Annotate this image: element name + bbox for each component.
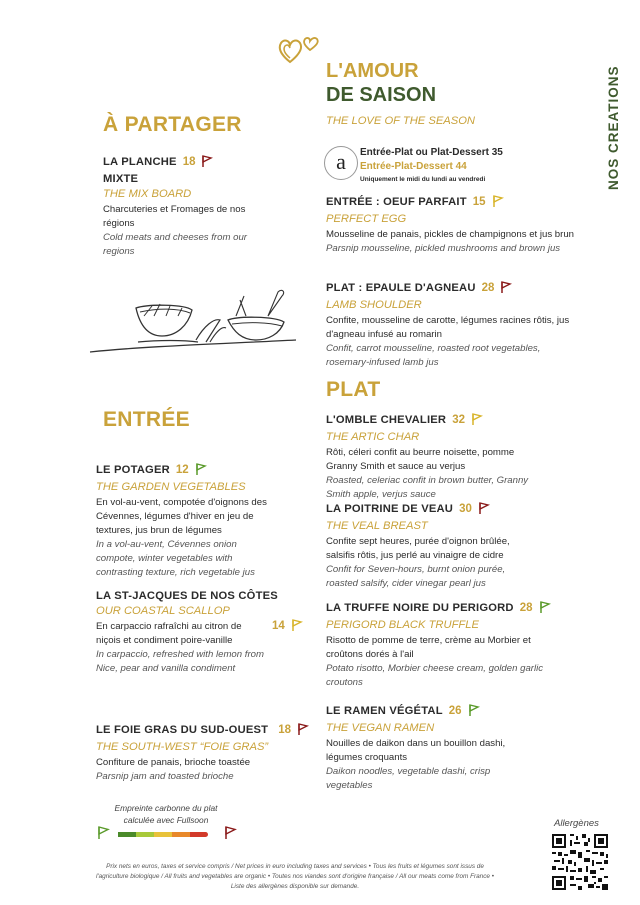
item-name: LA POITRINE DE VEAU — [326, 503, 454, 515]
red-flag-icon — [224, 826, 238, 840]
footer-line3: Liste des allergènes disponible sur demande. — [230, 883, 360, 890]
item-name-en: THE SOUTH-WEST “FOIE GRAS” — [96, 741, 269, 753]
item-price: 15 — [472, 196, 486, 208]
scale-segment — [136, 832, 154, 837]
item-desc-fr: En vol-au-vent, compotée d'oignons des Cévennes, légumes d'hiver en jeu de textures, jus brun de légumes — [96, 497, 267, 536]
menu-item — [96, 460, 276, 580]
menu-item — [103, 152, 278, 259]
menu-item — [326, 499, 536, 591]
item-name: LE POTAGER — [96, 464, 170, 476]
item-desc-fr: Confite, mousseline de carotte, légumes racines rôtis, jus d'agneau infusé au romarin — [326, 315, 570, 340]
item-desc-fr: Rôti, céleri confit au beurre noisette, pomme Granny Smith et sauce au verjus — [326, 447, 515, 472]
scale-segment — [190, 832, 208, 837]
formula-line2: Entrée-Plat-Dessert 44 — [360, 161, 467, 172]
item-name: LE FOIE GRAS DU SUD-OUEST — [96, 724, 269, 736]
formula-line1: Entrée-Plat ou Plat-Dessert 35 — [360, 147, 503, 158]
item-name-en: THE GARDEN VEGETABLES — [96, 481, 246, 493]
scale-segment — [154, 832, 172, 837]
item-desc-fr: Risotto de pomme de terre, crème au Morbier et croûtons dorés à l'ail — [326, 635, 531, 660]
item-desc-fr: Confiture de panais, brioche toastée — [96, 757, 251, 768]
yellow-flag-icon — [291, 619, 303, 631]
item-desc-fr: Mousseline de panais, pickles de champignons et jus brun — [326, 229, 574, 240]
scale-segment — [172, 832, 190, 837]
item-name-en: THE VEGAN RAMEN — [326, 722, 435, 734]
red-flag-icon — [297, 723, 309, 735]
item-price: 26 — [448, 705, 462, 717]
section-title-entree: ENTRÉE — [103, 408, 190, 431]
item-name: LA ST-JACQUES DE NOS CÔTES — [96, 590, 278, 602]
formula-line3: Uniquement le midi du lundi au vendredi — [360, 176, 486, 183]
item-price-group — [266, 616, 303, 634]
item-price: 12 — [175, 464, 189, 476]
item-price: 14 — [272, 620, 285, 632]
item-name: PLAT : EPAULE D'AGNEAU — [326, 282, 476, 294]
item-desc-en: Cold meats and cheeses from our regions — [103, 232, 247, 257]
footer-line2: l'agriculture biologique / All fruits and vegetables are organic • Toutes nos viandes sont d'origine française / All our meats come from France • — [95, 873, 494, 880]
menu-item — [96, 590, 278, 676]
item-desc-en: Daikon noodles, vegetable dashi, crisp vegetables — [326, 766, 491, 791]
menu-item — [326, 701, 536, 793]
item-name: ENTRÉE : OEUF PARFAIT — [326, 196, 467, 208]
item-desc-en: In carpaccio, refreshed with lemon from Nice, pear and vanilla condiment — [96, 649, 264, 674]
menu-item — [326, 410, 546, 502]
item-name-en: THE MIX BOARD — [103, 188, 192, 200]
item-desc-en: Potato risotto, Morbier cheese cream, golden garlic croutons — [326, 663, 544, 688]
item-desc-en: Roasted, celeriac confit in brown butter, Granny Smith apple, verjus sauce — [326, 475, 529, 500]
item-desc-en: Parsnip jam and toasted brioche — [96, 771, 234, 782]
carbon-text-line2: calculée avec Fullsoon — [123, 815, 209, 825]
item-name: LE RAMEN VÉGÉTAL — [326, 705, 443, 717]
green-flag-icon — [539, 601, 551, 613]
hearts-icon — [276, 34, 324, 66]
season-title-line1: L'AMOUR — [326, 60, 419, 82]
item-price: 28 — [519, 602, 533, 614]
carbon-footprint-text — [96, 802, 236, 826]
item-name-en: PERIGORD BLACK TRUFFLE — [326, 619, 479, 631]
item-desc-fr: En carpaccio rafraîchi au citron de niçois et condiment poire-vanille — [96, 621, 242, 646]
green-flag-icon — [468, 704, 480, 716]
item-price: 18 — [182, 156, 196, 168]
menu-item — [326, 598, 561, 690]
green-flag-icon — [97, 826, 111, 840]
menu-item — [96, 720, 316, 784]
logo-letter: a — [336, 148, 346, 174]
season-subtitle: THE LOVE OF THE SEASON — [326, 115, 475, 127]
red-flag-icon — [478, 502, 490, 514]
item-desc-en: Parsnip mousseline, pickled mushrooms and brown jus — [326, 243, 561, 254]
menu-item — [326, 192, 576, 256]
yellow-flag-icon — [471, 413, 483, 425]
item-name-en: OUR COASTAL SCALLOP — [96, 605, 230, 617]
side-label: NOS CREATIONS — [606, 65, 621, 190]
item-price: 30 — [459, 503, 472, 515]
item-price: 18 — [278, 724, 291, 736]
red-flag-icon — [201, 155, 213, 167]
item-name-line2: MIXTE — [103, 173, 139, 185]
section-title-plat: PLAT — [326, 378, 381, 401]
carbon-text-line1: Empreinte carbonne du plat — [114, 803, 218, 813]
item-name: LA PLANCHE — [103, 156, 177, 168]
item-price: 28 — [481, 282, 495, 294]
item-name-en: THE VEAL BREAST — [326, 520, 428, 532]
item-name: LA TRUFFE NOIRE DU PERIGORD — [326, 602, 514, 614]
menu-item — [326, 278, 576, 370]
item-desc-en: Confit, carrot mousseline, roasted root vegetables, rosemary-infused lamb jus — [326, 343, 541, 368]
item-name-en: THE ARTIC CHAR — [326, 431, 420, 443]
item-desc-fr: Charcuteries et Fromages de nos régions — [103, 204, 246, 229]
item-desc-fr: Nouilles de daikon dans un bouillon dashi, légumes croquants — [326, 738, 506, 763]
allergens-label: Allergènes — [554, 818, 599, 829]
food-sketch-illustration — [88, 286, 300, 358]
item-name: L'OMBLE CHEVALIER — [326, 414, 447, 426]
season-title-line2: DE SAISON — [326, 84, 437, 106]
item-desc-en: Confit for Seven-hours, burnt onion purée, roasted salsify, cider vinegar pearl jus — [326, 564, 506, 589]
item-price: 32 — [452, 414, 466, 426]
qr-code-icon[interactable] — [552, 834, 608, 890]
footer-line1: Prix nets en euros, taxes et service compris / Net prices in euro including taxes and services • Tous les fruits et légumes sont issus de — [106, 863, 484, 870]
carbon-scale-bar — [118, 832, 208, 837]
item-desc-fr: Confite sept heures, purée d'oignon brûlée, salsifis rôtis, jus perlé au vinaigre de cidre — [326, 536, 510, 561]
footer-notes — [60, 862, 530, 892]
yellow-flag-icon — [492, 195, 504, 207]
item-name-en: LAMB SHOULDER — [326, 299, 422, 311]
green-flag-icon — [195, 463, 207, 475]
item-name-en: PERFECT EGG — [326, 213, 407, 225]
restaurant-logo — [324, 146, 358, 180]
section-title-a-partager: À PARTAGER — [103, 113, 242, 136]
scale-segment — [118, 832, 136, 837]
red-flag-icon — [500, 281, 512, 293]
item-desc-en: In a vol-au-vent, Cévennes onion compote, winter vegetables with contrasting texture, rich vegetable jus — [96, 539, 255, 578]
